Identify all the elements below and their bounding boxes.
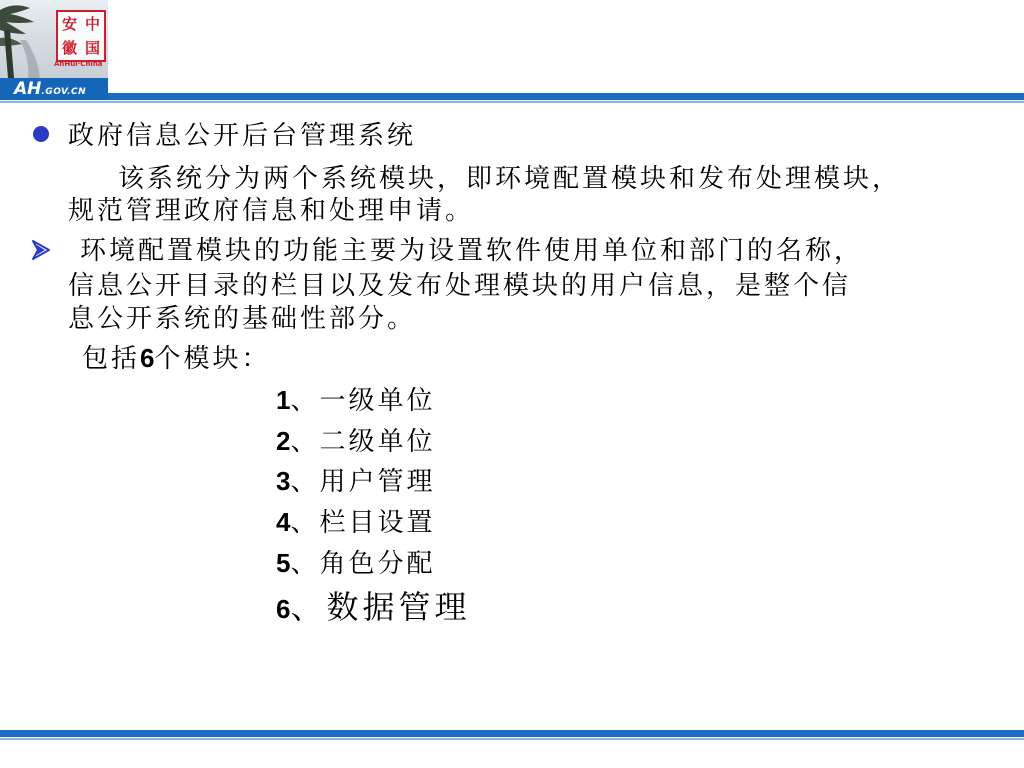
module-label: 、一级单位 (290, 386, 436, 416)
bullet-dot-icon (33, 126, 49, 142)
site-logo[interactable] (0, 0, 108, 100)
module-label: 、数据管理 (290, 588, 471, 626)
footer-rule-thin (0, 738, 1024, 740)
seal-char: 国 (84, 38, 100, 57)
modules-prefix: 包括 (82, 344, 141, 374)
pine-tree-icon (0, 0, 60, 78)
logo-seal (56, 10, 106, 62)
module-item (276, 465, 435, 498)
module-number: 4 (276, 507, 291, 537)
logo-caption: AnHui·China (54, 60, 103, 68)
site-name-suffix: .GOV.CN (41, 87, 87, 97)
module-label: 、用户管理 (290, 467, 436, 497)
modules-suffix: 个模块： (154, 344, 271, 374)
module-number: 6 (276, 594, 291, 624)
module-item (276, 425, 435, 458)
footer-rule (0, 730, 1024, 737)
module-label: 、栏目设置 (290, 508, 436, 538)
arrow-bullet-icon (32, 240, 50, 260)
module-item (276, 588, 470, 628)
intro-line: 规范管理政府信息和处理申请。 (68, 196, 475, 226)
arrow-text-line: 环境配置模块的功能主要为设置软件使用单位和部门的名称， (80, 236, 864, 266)
modules-intro (82, 342, 271, 375)
seal-char: 中 (84, 14, 100, 33)
header-rule-thin (0, 101, 1024, 103)
site-name-main: AH (14, 79, 42, 99)
module-item (276, 506, 435, 539)
module-number: 2 (276, 426, 291, 456)
module-number: 3 (276, 466, 291, 496)
module-item (276, 547, 435, 580)
module-label: 、角色分配 (290, 549, 436, 579)
module-item (276, 384, 435, 417)
site-name (14, 79, 86, 100)
seal-char: 徽 (61, 38, 77, 57)
module-label: 、二级单位 (290, 427, 436, 457)
module-number: 1 (276, 385, 291, 415)
section-title: 政府信息公开后台管理系统 (68, 121, 417, 151)
modules-count: 6 (140, 343, 155, 373)
header-rule (108, 93, 1024, 100)
arrow-text-line: 息公开系统的基础性部分。 (68, 304, 417, 334)
intro-line: 该系统分为两个系统模块，即环境配置模块和发布处理模块， (118, 164, 902, 194)
arrow-text-line: 信息公开目录的栏目以及发布处理模块的用户信息，是整个信 (68, 271, 852, 301)
module-number: 5 (276, 548, 291, 578)
seal-char: 安 (61, 14, 77, 33)
